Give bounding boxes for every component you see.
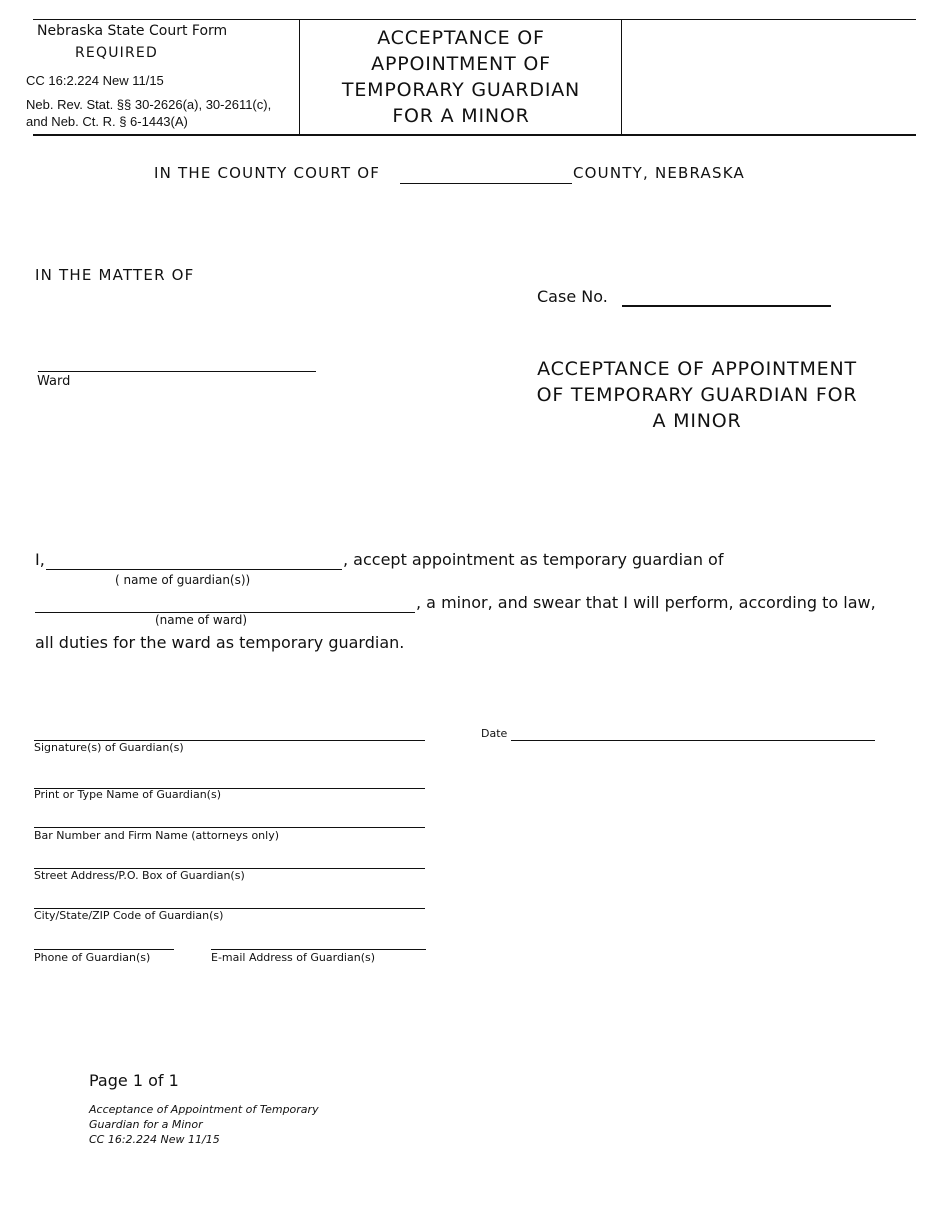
footer-form-number: CC 16:2.224 New 11/15 — [89, 1133, 220, 1146]
court-form-label: Nebraska State Court Form — [37, 23, 228, 39]
required-label: REQUIRED — [75, 45, 158, 61]
header-bottom-rule — [33, 134, 916, 136]
city-state-zip-label: City/State/ZIP Code of Guardian(s) — [34, 909, 224, 922]
header-title-line-2: APPOINTMENT OF — [371, 53, 551, 75]
phone-label: Phone of Guardian(s) — [34, 951, 151, 964]
minor-text: , a minor, and swear that I will perform, according to law, — [416, 593, 876, 612]
header-title-line-1: ACCEPTANCE OF — [377, 27, 545, 49]
header-title — [300, 25, 622, 129]
county-field[interactable] — [400, 165, 572, 184]
page-number: Page 1 of 1 — [89, 1071, 179, 1090]
ward-field[interactable] — [38, 353, 316, 372]
statute-line-2: and Neb. Ct. R. § 6-1443(A) — [26, 114, 188, 129]
signature-label: Signature(s) of Guardian(s) — [34, 741, 184, 754]
date-label: Date — [481, 727, 508, 740]
accept-text: , accept appointment as temporary guardian of — [343, 550, 724, 569]
phone-field[interactable] — [34, 931, 174, 950]
signature-field[interactable] — [34, 722, 425, 741]
print-name-field[interactable] — [34, 770, 425, 789]
bar-number-field[interactable] — [34, 809, 425, 828]
header-form-number: CC 16:2.224 New 11/15 — [26, 73, 164, 88]
case-no-label: Case No. — [537, 287, 608, 306]
header-title-line-4: FOR A MINOR — [392, 105, 530, 127]
ward-label: Ward — [37, 374, 71, 389]
street-address-field[interactable] — [34, 850, 425, 869]
bar-number-label: Bar Number and Firm Name (attorneys only) — [34, 829, 280, 842]
ward-name-caption: (name of ward) — [155, 613, 248, 627]
document-title-line-1: ACCEPTANCE OF APPOINTMENT — [537, 358, 857, 380]
guardian-name-caption: ( name of guardian(s)) — [115, 573, 251, 587]
document-title-line-3: A MINOR — [652, 410, 742, 432]
matter-label: IN THE MATTER OF — [35, 266, 195, 284]
city-state-zip-field[interactable] — [34, 890, 425, 909]
email-label: E-mail Address of Guardian(s) — [211, 951, 376, 964]
footer-form-title-line-1: Acceptance of Appointment of Temporary — [89, 1103, 319, 1116]
court-prefix: IN THE COUNTY COURT OF — [154, 164, 381, 182]
print-name-label: Print or Type Name of Guardian(s) — [34, 788, 221, 801]
header-top-rule — [33, 19, 916, 20]
ward-name-field[interactable] — [35, 594, 415, 613]
footer-form-title-line-2: Guardian for a Minor — [89, 1118, 203, 1131]
document-title — [505, 356, 889, 434]
court-suffix: COUNTY, NEBRASKA — [573, 164, 745, 182]
date-field[interactable] — [511, 722, 875, 741]
i-label: I, — [35, 550, 45, 569]
statute-line-1: Neb. Rev. Stat. §§ 30-2626(a), 30-2611(c), — [26, 97, 272, 112]
email-field[interactable] — [211, 931, 426, 950]
header-title-line-3: TEMPORARY GUARDIAN — [341, 79, 581, 101]
case-no-field[interactable] — [622, 287, 831, 307]
street-address-label: Street Address/P.O. Box of Guardian(s) — [34, 869, 245, 882]
guardian-name-field[interactable] — [46, 551, 342, 570]
duties-text: all duties for the ward as temporary guardian. — [35, 633, 405, 652]
document-title-line-2: OF TEMPORARY GUARDIAN FOR — [536, 384, 858, 406]
